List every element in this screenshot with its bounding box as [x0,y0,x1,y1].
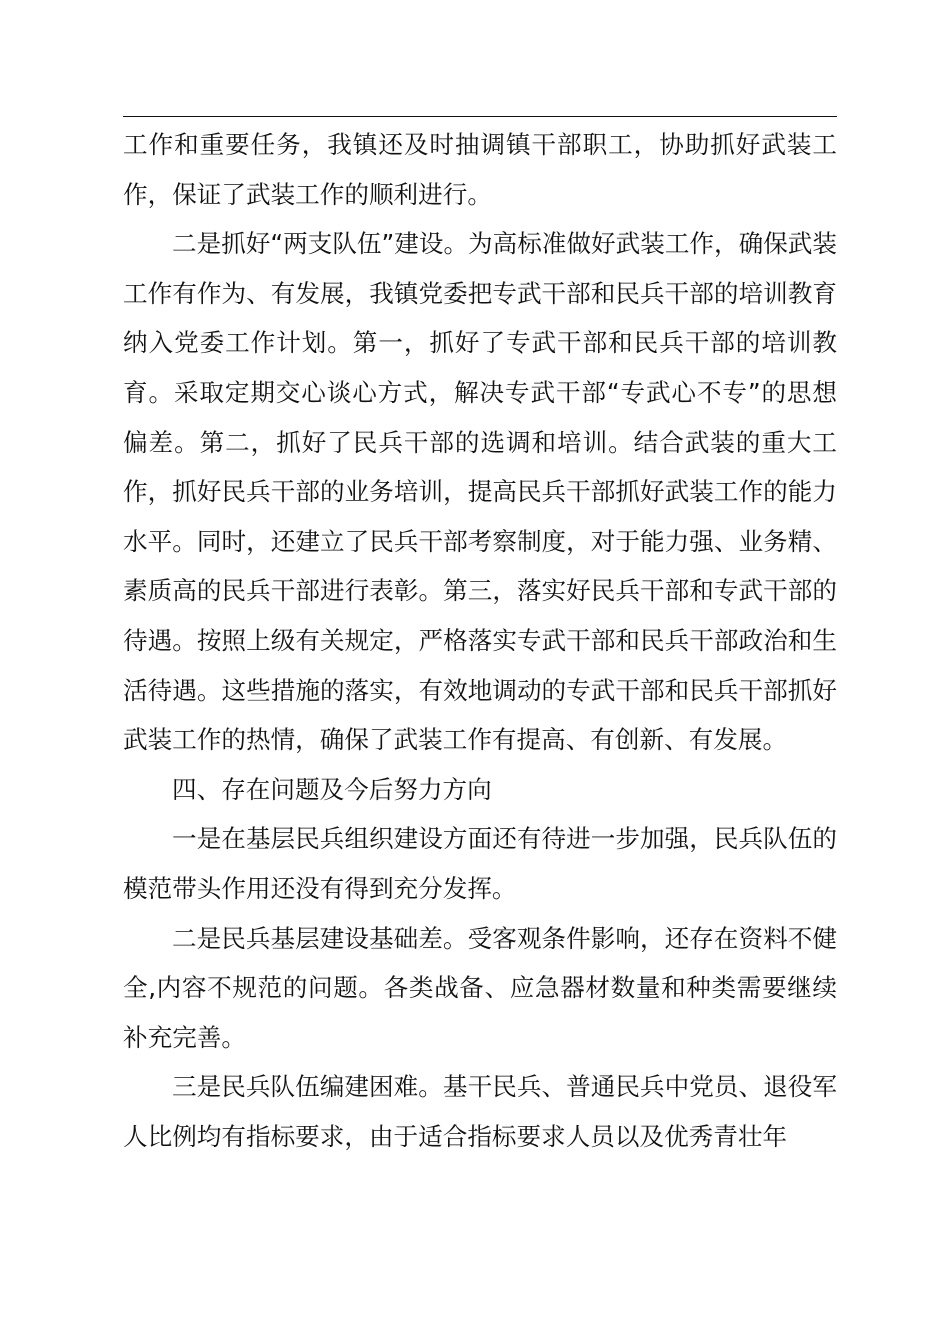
body-text [123,120,837,1161]
header-rule [123,116,837,117]
paragraph-issue-one: 一是在基层民兵组织建设方面还有待进一步加强，民兵队伍的模范带头作用还没有得到充分发挥。 [123,824,837,903]
paragraph-issue-two: 二是民兵基层建设基础差。受客观条件影响，还存在资料不健全,内容不规范的问题。各类战备、应急器材数量和种类需要继续补充完善。 [123,923,837,1052]
paragraph-issue-three: 三是民兵队伍编建困难。基干民兵、普通民兵中党员、退役军人比例均有指标要求，由于适合指标要求人员以及优秀青壮年 [123,1072,837,1151]
paragraph-continuation: 工作和重要任务，我镇还及时抽调镇干部职工，协助抓好武装工作，保证了武装工作的顺利进行。 [123,130,837,209]
section-heading: 四、存在问题及今后努力方向 [172,774,492,804]
paragraph-two-teams: 二是抓好“两支队伍”建设。为高标准做好武装工作，确保武装工作有作为、有发展，我镇党委把专武干部和民兵干部的培训教育纳入党委工作计划。第一，抓好了专武干部和民兵干部的培训教育。采取定期交心谈心方式，解决专武干部“专武心不专”的思想偏差。第二，抓好了民兵干部的选调和培训。结合武装的重大工作，抓好民兵干部的业务培训，提高民兵干部抓好武装工作的能力水平。同时，还建立了民兵干部考察制度，对于能力强、业务精、素质高的民兵干部进行表彰。第三，落实好民兵干部和专武干部的待遇。按照上级有关规定，严格落实专武干部和民兵干部政治和生活待遇。这些措施的落实，有效地调动的专武干部和民兵干部抓好武装工作的热情，确保了武装工作有提高、有创新、有发展。 [123,229,837,755]
